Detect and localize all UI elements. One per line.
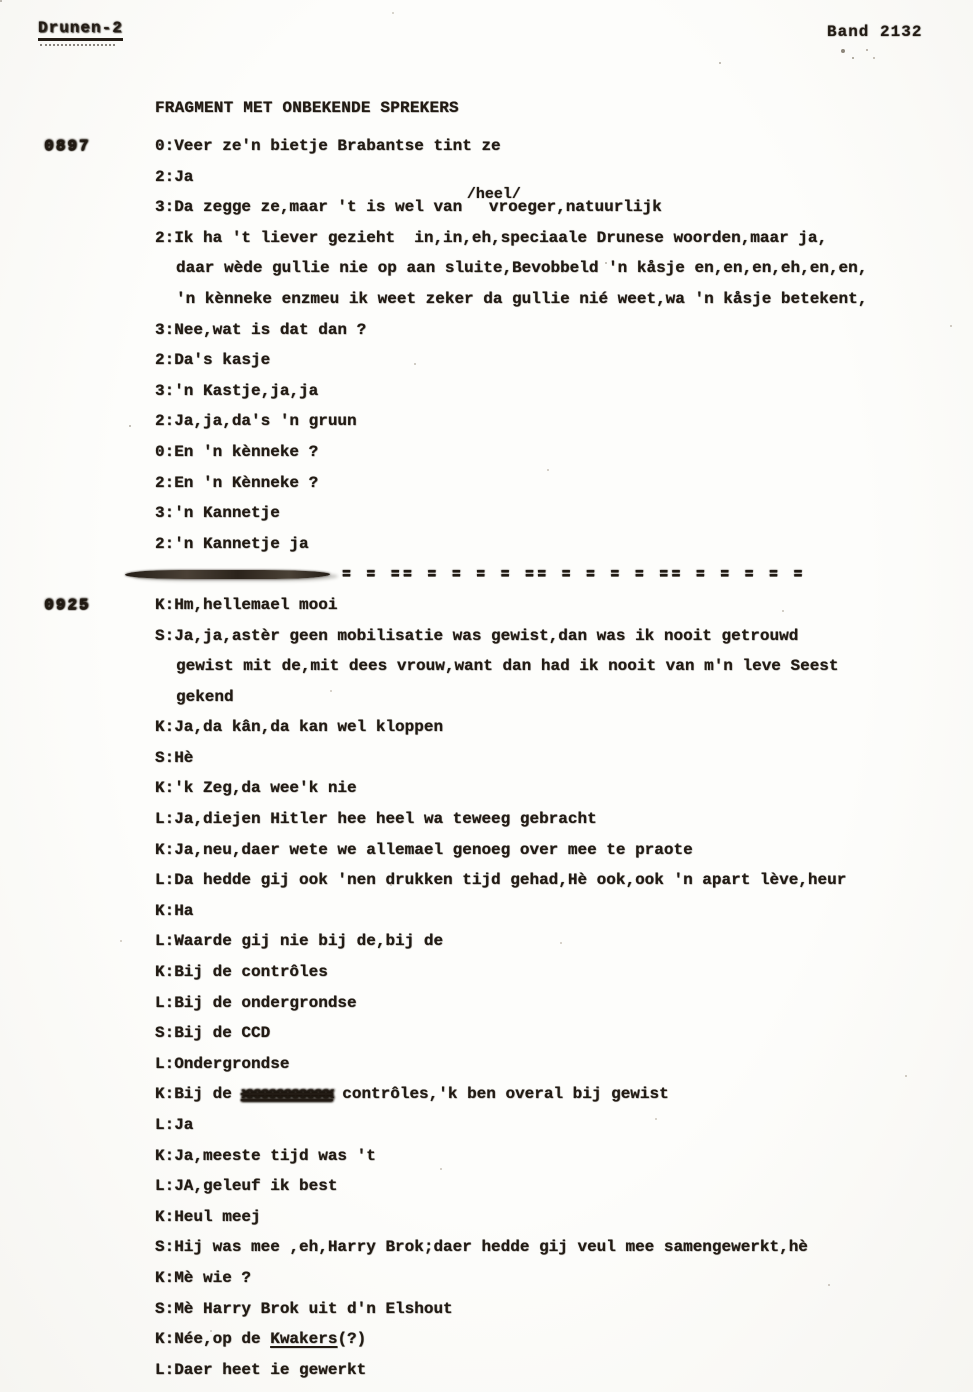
line-text: gekend xyxy=(176,687,234,706)
transcript-line xyxy=(0,926,973,957)
line-text: L:Ondergrondse xyxy=(155,1054,290,1073)
transcript-line xyxy=(0,1202,973,1233)
transcript-line xyxy=(0,773,973,804)
transcript-line xyxy=(0,498,973,529)
transcript-line xyxy=(0,186,973,223)
transcript-line xyxy=(0,529,973,560)
line-text: S:Bij de CCD xyxy=(155,1024,271,1043)
transcript-line xyxy=(0,253,973,284)
tape-counter: 0897 xyxy=(44,137,91,155)
transcript-line xyxy=(0,804,973,835)
line-text: 3:Da zegge ze,maar 't is wel van xyxy=(155,198,472,217)
inserted-word: /heel/ xyxy=(466,186,521,204)
transcript-body xyxy=(0,131,973,1385)
line-text: S:Ja,ja,astèr geen mobilisatie was gewist,dan was ik nooit getrouwd xyxy=(155,626,799,645)
line-text: K:Ja,meeste tijd was 't xyxy=(155,1146,376,1165)
transcript-line xyxy=(0,1049,973,1080)
transcript-line xyxy=(0,1324,973,1355)
line-text: contrôles,'k ben overal bij gewist xyxy=(332,1085,669,1104)
line-text: 2:Da's kasje xyxy=(155,351,271,370)
band-number: Band 2132 xyxy=(827,23,923,41)
line-text: S:Hij was mee ,eh,Harry Brok;daer hedde gij veul mee samengewerkt,hè xyxy=(155,1238,808,1257)
line-text: 2:Ik ha 't liever gezieht in,in,eh,speciaale Drunese woorden,maar ja, xyxy=(155,228,828,247)
line-text: 0:Veer ze'n bietje Brabantse tint ze xyxy=(155,137,501,155)
transcript-line xyxy=(0,1232,973,1263)
line-text: K:Née,op de xyxy=(155,1330,271,1349)
transcript-line xyxy=(0,621,973,652)
line-text: K:'k Zeg,da wee'k nie xyxy=(155,779,357,798)
line-text: 'n kènneke enzmeu ik weet zeker da gullie nié weet,wa 'n kåsje betekent, xyxy=(176,289,868,308)
transcript-line xyxy=(0,712,973,743)
line-text: K:Hm,hellemael mooi xyxy=(155,595,338,614)
transcript-line xyxy=(0,1110,973,1141)
line-text: vroeger,natuurlijk xyxy=(488,198,662,217)
line-text: K:Heul meej xyxy=(155,1207,261,1226)
line-text: gewist mit de,mit dees vrouw,want dan had ik nooit van m'n leve Seest xyxy=(176,657,839,676)
line-text: L:JA,geleuf ik best xyxy=(155,1177,338,1196)
transcript-line xyxy=(0,406,973,437)
transcript-line xyxy=(0,743,973,774)
transcript-line xyxy=(0,865,973,896)
line-text: K:Ja,da kân,da kan wel kloppen xyxy=(155,718,444,737)
line-text: K:Bij de contrôles xyxy=(155,963,328,982)
line-text: L:Bij de ondergrondse xyxy=(155,993,357,1012)
line-text: 0:En 'n kènneke ? xyxy=(155,442,319,461)
line-text: L:Waarde gij nie bij de,bij de xyxy=(155,932,444,951)
transcript-line xyxy=(0,345,973,376)
underlined-word: Kwakers xyxy=(270,1330,338,1349)
line-text: 2:En 'n Kènneke ? xyxy=(155,473,319,492)
transcript-line xyxy=(0,1141,973,1172)
transcript-line xyxy=(0,988,973,1019)
transcript-line xyxy=(0,437,973,468)
line-text: L:Ja xyxy=(155,1116,194,1134)
line-text: 2:Ja,ja,da's 'n gruun xyxy=(155,412,357,431)
transcript-line xyxy=(0,376,973,407)
line-text: 3:'n Kastje,ja,ja xyxy=(155,381,319,400)
tape-counter: 0925 xyxy=(44,595,91,614)
transcript-line xyxy=(0,590,973,621)
document-id: Drunen-2 xyxy=(38,19,123,41)
transcript-line xyxy=(0,957,973,988)
line-text: L:Daer heet ie gewerkt xyxy=(155,1360,367,1379)
fragment-title: FRAGMENT MET ONBEKENDE SPREKERS xyxy=(155,99,459,117)
line-text: 2:Ja xyxy=(155,167,194,186)
line-text: 2:'n Kannetje ja xyxy=(155,534,309,553)
transcript-line xyxy=(0,1079,973,1110)
line-text: S:Hè xyxy=(155,748,194,767)
transcript-line xyxy=(0,682,973,713)
transcript-line xyxy=(0,468,973,499)
line-text: L:Da hedde gij ook 'nen drukken tijd gehad,Hè ook,ook 'n apart lève,heur xyxy=(155,871,847,890)
transcript-line xyxy=(0,1263,973,1294)
transcript-line xyxy=(0,1018,973,1049)
line-text: (?) xyxy=(337,1330,367,1349)
line-text: L:Ja,diejen Hitler hee heel wa teweeg gebracht xyxy=(155,810,597,829)
separator-marks: = = == = = = = == = = = = == = = = = = xyxy=(342,566,806,584)
line-text: K:Ha xyxy=(155,901,194,920)
line-text: daar wède gullie nie op aan sluite,Bevobbeld 'n kåsje en,en,en,eh,en,en, xyxy=(176,259,868,278)
section-separator xyxy=(0,559,973,590)
transcript-line xyxy=(0,651,973,682)
transcript-line xyxy=(0,1171,973,1202)
line-text: K:Mè wie ? xyxy=(155,1268,252,1287)
line-text: K:Ja,neu,daer wete we allemael genoeg over mee te praote xyxy=(155,840,693,859)
transcript-line xyxy=(0,131,973,162)
transcript-line xyxy=(0,315,973,346)
ink-smudge xyxy=(125,570,330,579)
line-text: S:Mè Harry Brok uit d'n Elshout xyxy=(155,1299,453,1318)
transcript-line xyxy=(0,835,973,866)
transcript-line xyxy=(0,1294,973,1325)
transcript-line xyxy=(0,284,973,315)
line-text: K:Bij de xyxy=(155,1085,242,1104)
line-text: 3:'n Kannetje xyxy=(155,504,280,523)
transcript-line xyxy=(0,896,973,927)
line-text: 3:Nee,wat is dat dan ? xyxy=(155,320,367,339)
transcript-line xyxy=(0,1355,973,1386)
struck-out-word: xxxxxxxxxxxx xyxy=(241,1085,333,1104)
transcript-line xyxy=(0,223,973,254)
